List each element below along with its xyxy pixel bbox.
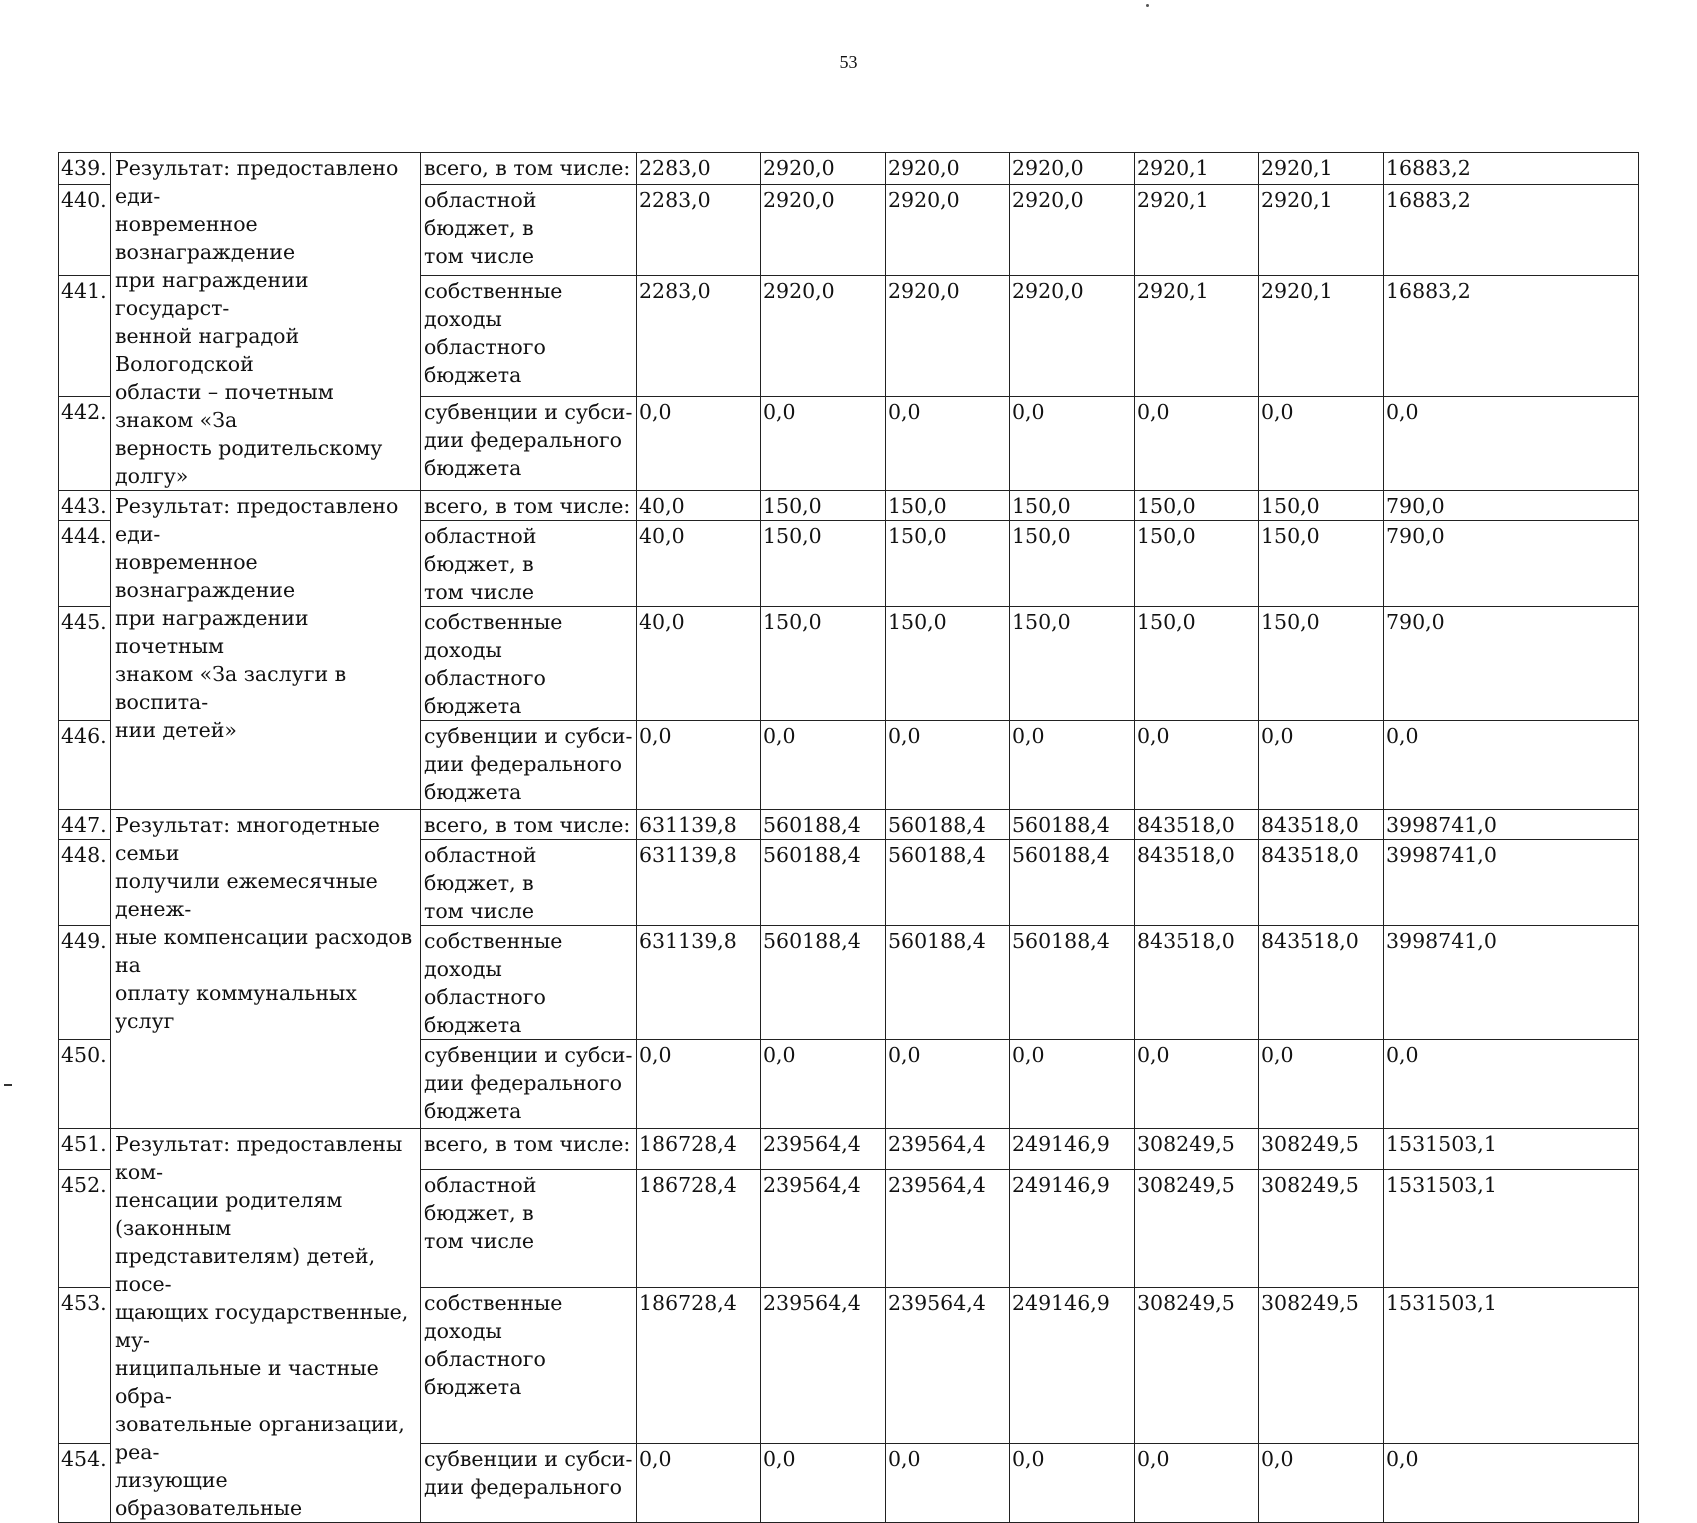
year-value: 560188,4 xyxy=(1010,810,1135,840)
year-value: 40,0 xyxy=(637,491,761,521)
total-value: 3998741,0 xyxy=(1384,840,1639,926)
year-value: 843518,0 xyxy=(1135,840,1259,926)
year-value: 2920,0 xyxy=(1010,275,1135,396)
year-value: 560188,4 xyxy=(761,810,886,840)
year-value: 631139,8 xyxy=(637,926,761,1040)
funding-source: всего, в том числе: xyxy=(421,491,637,521)
year-value: 2283,0 xyxy=(637,153,761,185)
row-number: 440. xyxy=(59,184,111,275)
year-value: 150,0 xyxy=(761,521,886,607)
year-value: 560188,4 xyxy=(1010,926,1135,1040)
year-value: 2920,1 xyxy=(1135,275,1259,396)
result-description: Результат: предоставлено еди- новременное вознаграждение при награждении почетным знаком «За заслуги в воспита- нии детей» xyxy=(111,491,421,810)
total-value: 16883,2 xyxy=(1384,153,1639,185)
year-value: 150,0 xyxy=(1135,607,1259,721)
year-value: 843518,0 xyxy=(1259,926,1384,1040)
year-value: 186728,4 xyxy=(637,1129,761,1170)
total-value: 0,0 xyxy=(1384,1040,1639,1129)
row-number: 446. xyxy=(59,721,111,810)
scan-edge-mark xyxy=(4,1084,12,1086)
year-value: 560188,4 xyxy=(886,840,1010,926)
year-value: 2920,0 xyxy=(761,153,886,185)
year-value: 249146,9 xyxy=(1010,1129,1135,1170)
funding-source: всего, в том числе: xyxy=(421,153,637,185)
total-value: 3998741,0 xyxy=(1384,926,1639,1040)
year-value: 0,0 xyxy=(1259,721,1384,810)
total-value: 0,0 xyxy=(1384,396,1639,490)
budget-table xyxy=(58,152,1639,1523)
funding-source: областной бюджет, в том числе xyxy=(421,840,637,926)
funding-source: собственные доходы областного бюджета xyxy=(421,275,637,396)
year-value: 0,0 xyxy=(1010,1040,1135,1129)
year-value: 631139,8 xyxy=(637,810,761,840)
year-value: 560188,4 xyxy=(761,926,886,1040)
year-value: 843518,0 xyxy=(1135,810,1259,840)
year-value: 2920,0 xyxy=(1010,184,1135,275)
year-value: 843518,0 xyxy=(1259,840,1384,926)
year-value: 0,0 xyxy=(1010,396,1135,490)
total-value: 3998741,0 xyxy=(1384,810,1639,840)
year-value: 2920,1 xyxy=(1259,275,1384,396)
row-number: 439. xyxy=(59,153,111,185)
year-value: 308249,5 xyxy=(1259,1287,1384,1443)
year-value: 0,0 xyxy=(1259,1040,1384,1129)
year-value: 239564,4 xyxy=(761,1129,886,1170)
result-description: Результат: предоставлены ком- пенсации родителям (законным представителям) детей, посе- щающих государственные, му- ниципальные и частные обра- зовательные организации, реа- лизующие образовательные xyxy=(111,1129,421,1523)
row-number: 454. xyxy=(59,1443,111,1522)
year-value: 249146,9 xyxy=(1010,1170,1135,1288)
year-value: 2920,1 xyxy=(1135,184,1259,275)
year-value: 150,0 xyxy=(1259,521,1384,607)
year-value: 308249,5 xyxy=(1259,1129,1384,1170)
year-value: 308249,5 xyxy=(1135,1287,1259,1443)
year-value: 843518,0 xyxy=(1135,926,1259,1040)
year-value: 150,0 xyxy=(886,491,1010,521)
funding-source: собственные доходы областного бюджета xyxy=(421,1287,637,1443)
result-description: Результат: предоставлено еди- новременное вознаграждение при награждении государст- венной наградой Вологодской области – почетным знаком «За верность родительскому долгу» xyxy=(111,153,421,491)
year-value: 0,0 xyxy=(886,1040,1010,1129)
year-value: 150,0 xyxy=(1135,491,1259,521)
row-number: 442. xyxy=(59,396,111,490)
year-value: 150,0 xyxy=(1259,491,1384,521)
row-number: 445. xyxy=(59,607,111,721)
year-value: 0,0 xyxy=(1259,1443,1384,1522)
year-value: 0,0 xyxy=(761,396,886,490)
year-value: 2920,1 xyxy=(1259,153,1384,185)
total-value: 790,0 xyxy=(1384,521,1639,607)
year-value: 0,0 xyxy=(637,721,761,810)
year-value: 560188,4 xyxy=(761,840,886,926)
row-number: 450. xyxy=(59,1040,111,1129)
year-value: 0,0 xyxy=(1135,721,1259,810)
year-value: 186728,4 xyxy=(637,1287,761,1443)
year-value: 0,0 xyxy=(886,721,1010,810)
year-value: 150,0 xyxy=(886,607,1010,721)
total-value: 790,0 xyxy=(1384,491,1639,521)
year-value: 0,0 xyxy=(761,721,886,810)
year-value: 0,0 xyxy=(886,396,1010,490)
year-value: 186728,4 xyxy=(637,1170,761,1288)
funding-source: субвенции и субси- дии федерального бюджета xyxy=(421,1040,637,1129)
year-value: 239564,4 xyxy=(886,1129,1010,1170)
year-value: 2920,0 xyxy=(1010,153,1135,185)
total-value: 0,0 xyxy=(1384,721,1639,810)
row-number: 452. xyxy=(59,1170,111,1288)
year-value: 308249,5 xyxy=(1135,1170,1259,1288)
scan-speck xyxy=(1146,4,1149,7)
year-value: 150,0 xyxy=(761,491,886,521)
year-value: 150,0 xyxy=(1135,521,1259,607)
total-value: 0,0 xyxy=(1384,1443,1639,1522)
funding-source: всего, в том числе: xyxy=(421,810,637,840)
total-value: 16883,2 xyxy=(1384,184,1639,275)
year-value: 150,0 xyxy=(886,521,1010,607)
year-value: 0,0 xyxy=(637,1443,761,1522)
row-number: 441. xyxy=(59,275,111,396)
year-value: 0,0 xyxy=(1135,1040,1259,1129)
total-value: 1531503,1 xyxy=(1384,1287,1639,1443)
row-number: 448. xyxy=(59,840,111,926)
year-value: 308249,5 xyxy=(1135,1129,1259,1170)
funding-source: областной бюджет, в том числе xyxy=(421,184,637,275)
year-value: 308249,5 xyxy=(1259,1170,1384,1288)
year-value: 560188,4 xyxy=(1010,840,1135,926)
year-value: 239564,4 xyxy=(761,1170,886,1288)
year-value: 0,0 xyxy=(1010,721,1135,810)
year-value: 2283,0 xyxy=(637,275,761,396)
row-number: 453. xyxy=(59,1287,111,1443)
year-value: 0,0 xyxy=(1010,1443,1135,1522)
year-value: 0,0 xyxy=(637,1040,761,1129)
year-value: 0,0 xyxy=(886,1443,1010,1522)
funding-source: субвенции и субси- дии федерального бюджета xyxy=(421,396,637,490)
table-row xyxy=(59,1129,1639,1170)
total-value: 1531503,1 xyxy=(1384,1129,1639,1170)
year-value: 2283,0 xyxy=(637,184,761,275)
total-value: 790,0 xyxy=(1384,607,1639,721)
funding-source: собственные доходы областного бюджета xyxy=(421,607,637,721)
year-value: 843518,0 xyxy=(1259,810,1384,840)
table-row xyxy=(59,153,1639,185)
year-value: 631139,8 xyxy=(637,840,761,926)
total-value: 1531503,1 xyxy=(1384,1170,1639,1288)
year-value: 2920,1 xyxy=(1259,184,1384,275)
year-value: 0,0 xyxy=(637,396,761,490)
year-value: 2920,0 xyxy=(761,184,886,275)
year-value: 2920,0 xyxy=(761,275,886,396)
funding-source: субвенции и субси- дии федерального xyxy=(421,1443,637,1522)
year-value: 249146,9 xyxy=(1010,1287,1135,1443)
funding-source: всего, в том числе: xyxy=(421,1129,637,1170)
year-value: 239564,4 xyxy=(886,1170,1010,1288)
year-value: 2920,0 xyxy=(886,153,1010,185)
year-value: 2920,0 xyxy=(886,275,1010,396)
result-description: Результат: многодетные семьи получили ежемесячные денеж- ные компенсации расходов на оплату коммунальных услуг xyxy=(111,810,421,1129)
year-value: 0,0 xyxy=(1259,396,1384,490)
year-value: 40,0 xyxy=(637,607,761,721)
year-value: 2920,0 xyxy=(886,184,1010,275)
year-value: 2920,1 xyxy=(1135,153,1259,185)
year-value: 150,0 xyxy=(1010,521,1135,607)
year-value: 560188,4 xyxy=(886,926,1010,1040)
row-number: 443. xyxy=(59,491,111,521)
table-row xyxy=(59,810,1639,840)
row-number: 447. xyxy=(59,810,111,840)
total-value: 16883,2 xyxy=(1384,275,1639,396)
year-value: 239564,4 xyxy=(886,1287,1010,1443)
year-value: 150,0 xyxy=(1010,607,1135,721)
year-value: 0,0 xyxy=(1135,396,1259,490)
funding-source: субвенции и субси- дии федерального бюджета xyxy=(421,721,637,810)
year-value: 0,0 xyxy=(761,1040,886,1129)
row-number: 444. xyxy=(59,521,111,607)
row-number: 451. xyxy=(59,1129,111,1170)
table-row xyxy=(59,491,1639,521)
year-value: 150,0 xyxy=(1010,491,1135,521)
year-value: 150,0 xyxy=(761,607,886,721)
year-value: 0,0 xyxy=(1135,1443,1259,1522)
funding-source: собственные доходы областного бюджета xyxy=(421,926,637,1040)
year-value: 560188,4 xyxy=(886,810,1010,840)
year-value: 0,0 xyxy=(761,1443,886,1522)
year-value: 239564,4 xyxy=(761,1287,886,1443)
table-body xyxy=(59,153,1639,1523)
page-number: 53 xyxy=(839,52,858,72)
row-number: 449. xyxy=(59,926,111,1040)
funding-source: областной бюджет, в том числе xyxy=(421,1170,637,1288)
funding-source: областной бюджет, в том числе xyxy=(421,521,637,607)
year-value: 150,0 xyxy=(1259,607,1384,721)
year-value: 40,0 xyxy=(637,521,761,607)
